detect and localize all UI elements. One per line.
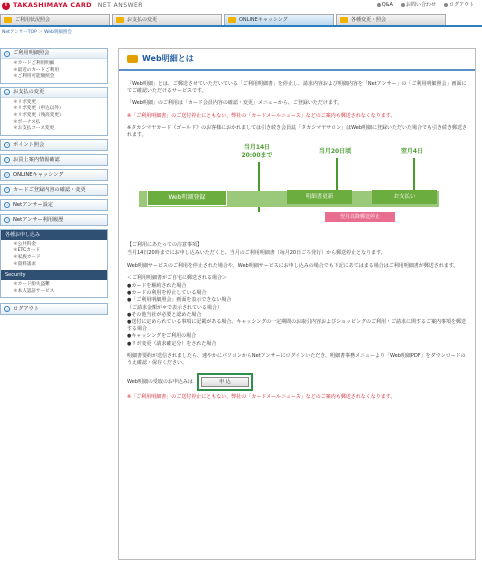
arrow-circle-icon: › (4, 306, 10, 312)
list-item: ●リボ変更（請求確定分）をされた場合 (127, 340, 217, 347)
sidebar-items-security (1, 280, 107, 297)
sidebar-header-online-cashing[interactable]: › ONLINEキャッシング (1, 170, 107, 180)
apply-button[interactable]: 申 込 (201, 377, 249, 387)
tab-payment-change[interactable]: お支払の変更 (112, 14, 222, 25)
tab-usage[interactable]: ご利用状況照会 (0, 14, 110, 25)
list-item: ●カードを解約された場合 (127, 283, 187, 290)
tab-icon (228, 17, 236, 23)
arrow-circle-icon: › (4, 89, 10, 95)
util-link-qa[interactable]: Q&A (377, 2, 393, 8)
paragraph-4: 明細書要約が送信されましたら、速やかにパソコンからNetアンサーにログインいただき、明細書事務メニューより「Web明細PDF」をダウンロードのうえ確認・保存ください。 (127, 352, 466, 367)
sidebar-item[interactable]: ＊最近のカードご利用 (13, 67, 59, 73)
sidebar-section-logout (0, 303, 108, 315)
arrow-circle-icon: › (4, 142, 10, 148)
caution-title: 【ご利用にあたっての注意事項】 (127, 242, 203, 249)
list-item: ●「ご利用明細照会」画面を表示できない場合 (127, 297, 232, 304)
timeline-box-payment: お支払い (372, 190, 437, 204)
tab-underline (0, 25, 482, 27)
logo-subtitle: NET ANSWER (97, 1, 143, 9)
timeline-date-2: 当月20日頃 (318, 148, 352, 156)
sidebar-header-payment[interactable]: › お支払の変更 (1, 88, 107, 98)
timeline-marker-2 (336, 158, 338, 192)
util-link-logout[interactable]: ログアウト (444, 2, 474, 8)
notice-red: ※「ご利用明細書」のご送付停止にともない、弊社の「カードメールニュース」などのご案内も郵送されなくなります。 (127, 112, 396, 119)
sidebar-items-payment (1, 98, 107, 135)
caution-text: 当月14日20時までにお申し込みいただくと、当月のご利用明細書（毎月20日ごろ発行）から郵送停止となります。 (127, 250, 386, 257)
list-item: ●キャッシングをご利用の場合 (127, 333, 197, 340)
bullet-icon (401, 3, 405, 7)
tab-icon (4, 17, 12, 23)
sidebar-section-applications (0, 229, 108, 299)
sidebar-header-net-history[interactable]: › Netアンサー利用履歴 (1, 215, 107, 225)
sidebar-section-points (0, 139, 108, 151)
timeline-date-3: 翌月4日 (400, 148, 424, 156)
apply-highlight-frame (197, 373, 253, 391)
sidebar-item[interactable]: ＊ETCカード (13, 248, 41, 254)
sidebar-section-card-registration (0, 184, 108, 196)
logo-text: TAKASHIMAYA CARD (13, 1, 92, 10)
sidebar-item[interactable]: ＊家族カード (13, 254, 41, 260)
sidebar-section-purchase-info (0, 154, 108, 166)
tab-icon (340, 17, 348, 23)
sidebar-item[interactable]: ＊ボーナス払 (13, 119, 41, 125)
sidebar-header-card-registration[interactable]: › カードご登録内容の確認・変更 (1, 185, 107, 195)
timeline-box-update: 明細書更新 (287, 190, 352, 204)
page-title: Web明細とは (142, 54, 194, 63)
intro-paragraph-2: 「Web明細」のご利用は「カード会員内容の確認・変更」メニューから、ご登録いただけます。 (127, 100, 343, 107)
tab-online-cashing[interactable]: ONLINEキャッシング (224, 14, 334, 25)
apply-label: Web明細の受取のお申込みは (127, 378, 193, 385)
arrow-circle-icon: › (4, 172, 10, 178)
sidebar-header-applications: 各種お申し込み (1, 230, 107, 240)
condition-list (127, 283, 467, 348)
sidebar-section-net-settings (0, 199, 108, 211)
bullet-icon (444, 3, 448, 7)
tab-settings[interactable]: 各種変更・照会 (336, 14, 446, 25)
arrow-circle-icon: › (4, 187, 10, 193)
sidebar-item[interactable]: ＊ご利用可能額照会 (13, 74, 55, 80)
sidebar-items-usage (1, 59, 107, 83)
title-icon (127, 55, 138, 63)
sidebar (0, 48, 108, 318)
util-link-contact[interactable]: お問い合わせ (401, 2, 436, 8)
list-item: ●カードの利用を停止している場合 (127, 290, 207, 297)
sidebar-header-security: Security (1, 270, 107, 280)
sidebar-item[interactable]: ＊公共料金 (13, 241, 36, 247)
main-tabs (0, 14, 482, 25)
sidebar-item[interactable]: ＊資料請求 (13, 261, 36, 267)
utility-links (377, 2, 474, 8)
footer-notice-red: ※「ご利用明細書」のご送付停止にともない、弊社の「カードメールニュース」などのご案内も郵送されなくなります。 (127, 394, 396, 401)
paragraph-3: Web明細サービスのご利用を停止された場合や、Web明細サービスにお申し込みの場合でも下記にあてはまる場合はご利用明細書が郵送されます。 (127, 262, 459, 269)
breadcrumb[interactable]: NetアンサーTOP ＞ Web明細照会 (2, 30, 72, 35)
timeline-diagram (127, 144, 467, 234)
main-content (118, 48, 476, 560)
list-item: ●その他当社が必要と認めた場合 (127, 311, 202, 318)
sidebar-item[interactable]: ＊お支払コース変更 (13, 126, 55, 132)
page-title-bar (119, 49, 475, 71)
list-item: （ご請求金額が＊で表示されている場合） (127, 304, 223, 311)
sidebar-section-payment (0, 87, 108, 136)
logo[interactable] (2, 1, 143, 10)
notice-gold: ※タカシマヤカード《ゴールド》のお客様におかれましては引き続き会員誌「タカシマヤサロン」はWeb明細に登録いただいた場合でも引き続き郵送されます。 (127, 124, 467, 139)
apply-row (127, 373, 467, 391)
list-item: ●送付に定められている事項に記載がある場合、キャッシングの一定期間のお取引内容およびショッピングのご利用・ご請求に関するご案内事項を郵送する場合 (127, 319, 466, 333)
logo-mark: T (2, 2, 10, 10)
sidebar-section-online-cashing (0, 169, 108, 181)
sidebar-section-usage (0, 48, 108, 84)
sidebar-logout[interactable]: › ログアウト (1, 304, 107, 314)
timeline-box-register: Web明細登録 (147, 190, 227, 206)
timeline-marker-3 (413, 158, 415, 192)
sidebar-header-points[interactable]: › ポイント照会 (1, 140, 107, 150)
intro-paragraph: 「Web明細」とは、ご郵送させていただいている「ご利用明細書」を停止し、請求内容および明細内容を「Netアンサー」の「ご利用明細照会」画面にてご確認いただけるサービスです。 (127, 81, 467, 95)
arrow-circle-icon: › (4, 217, 10, 223)
arrow-circle-icon: › (4, 202, 10, 208)
sidebar-item[interactable]: ＊リボ変更 (13, 99, 36, 105)
sidebar-item[interactable]: ＊本人認証サービス (13, 288, 55, 294)
sidebar-item[interactable]: ＊リボ変更（申込以外） (13, 106, 64, 112)
sidebar-item[interactable]: ＊リボ変更（残高変更） (13, 112, 64, 118)
header (0, 0, 482, 11)
tab-icon (116, 17, 124, 23)
timeline-date-1: 当月14日 20:00まで (241, 144, 273, 159)
list-title: ＜ご利用明細書がご自宅に郵送される場合＞ (127, 274, 228, 281)
main-body (119, 71, 475, 401)
arrow-circle-icon: › (4, 157, 10, 163)
sidebar-header-purchase-info[interactable]: › お買上案内情報確認 (1, 155, 107, 165)
sidebar-header-usage[interactable]: › ご利用明細照会 (1, 49, 107, 59)
sidebar-items-applications (1, 240, 107, 270)
sidebar-item[interactable]: ＊カードご利用明細 (13, 61, 55, 66)
bullet-icon (377, 3, 381, 7)
sidebar-item[interactable]: ＊カード紛失盗難 (13, 282, 50, 288)
arrow-circle-icon: › (4, 51, 10, 57)
sidebar-header-net-settings[interactable]: › Netアンサー設定 (1, 200, 107, 210)
timeline-box-stop: 翌月以降郵送停止 (325, 212, 395, 222)
sidebar-section-net-history (0, 214, 108, 226)
